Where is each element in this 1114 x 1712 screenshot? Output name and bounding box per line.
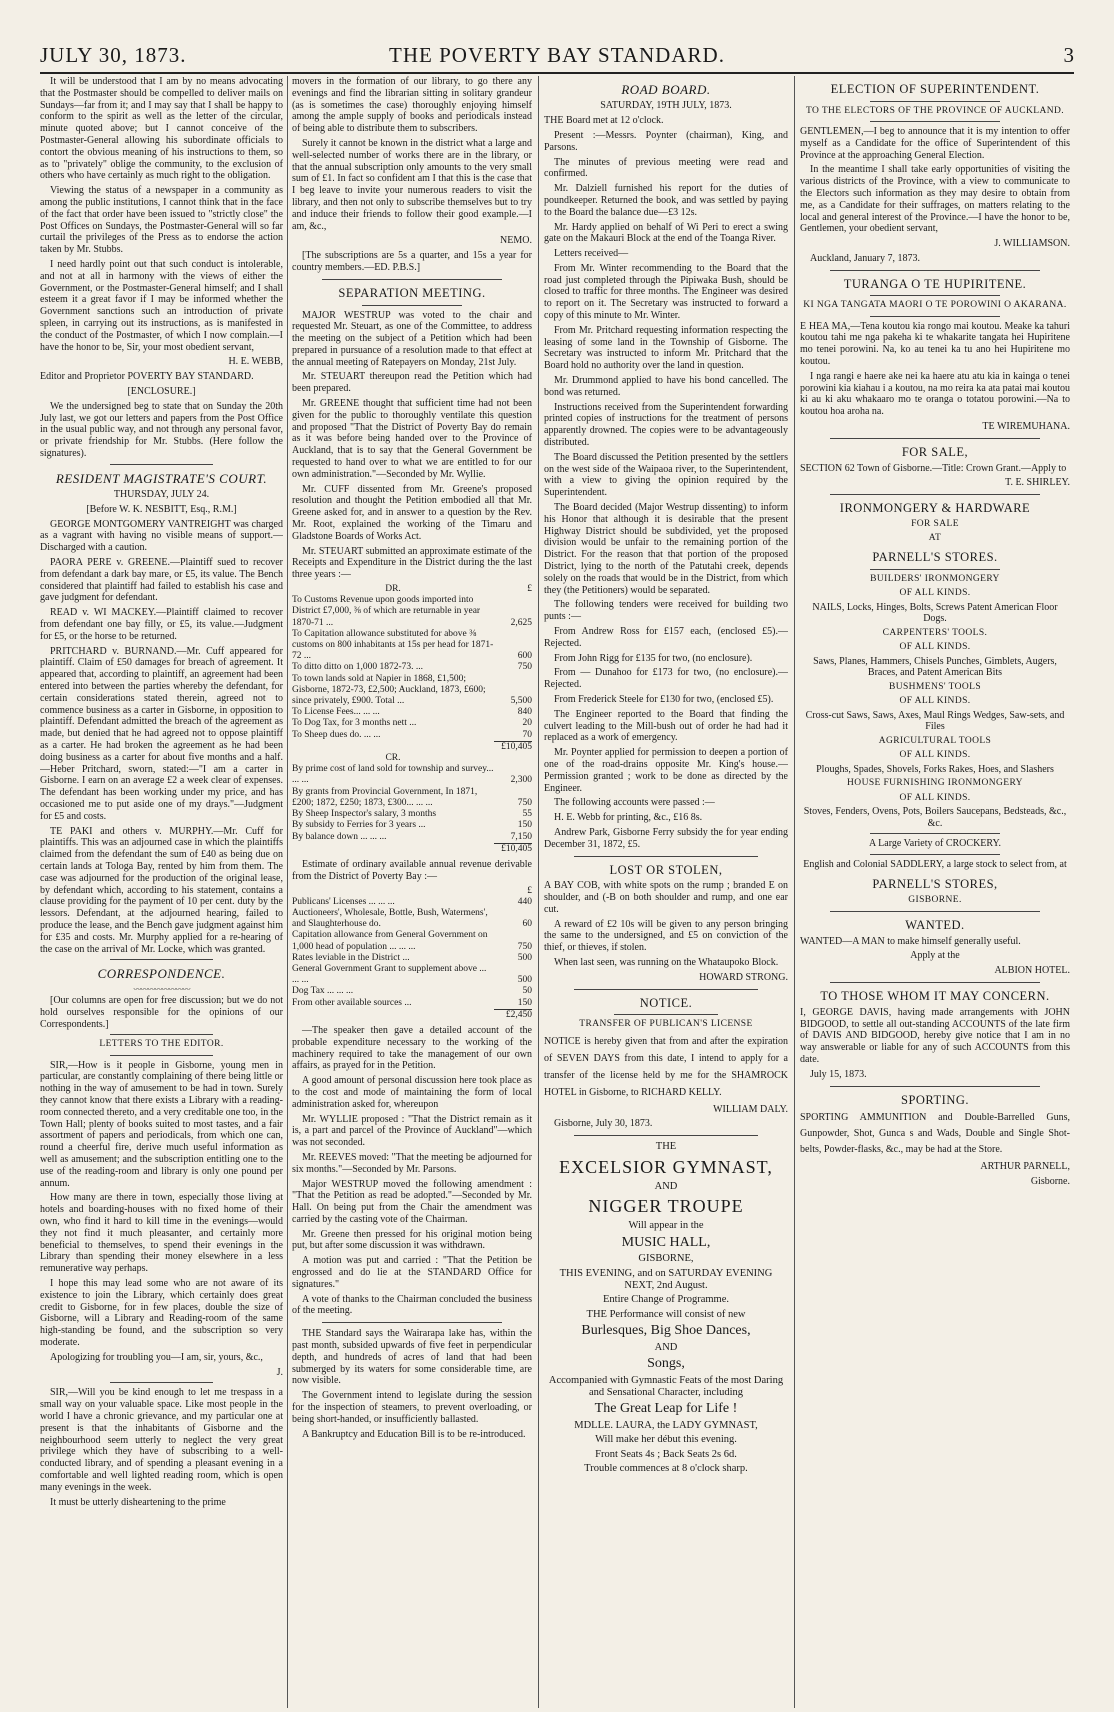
paragraph: Apply at the <box>910 950 960 962</box>
paragraph: The following tenders were received for building two punts :— <box>544 599 788 623</box>
ledger-amount: 750 <box>517 941 532 952</box>
ledger-row <box>292 674 532 708</box>
ledger-amount: 7,150 <box>510 831 532 842</box>
ad-text: Entire Change of Programme. <box>603 1294 729 1306</box>
paragraph: Letters received— <box>554 248 629 260</box>
ad-subheading: OF ALL KINDS. <box>899 696 971 707</box>
ad-subheading: OF ALL KINDS. <box>899 750 971 761</box>
paragraph: H. E. Webb for printing, &c., £16 8s. <box>554 812 703 824</box>
paragraph: GEORGE MONTGOMERY VANTREIGHT was charged as a vagrant with having no visible means of support.—Discharged with a caution. <box>40 518 283 554</box>
ledger-amount: 840 <box>517 707 532 718</box>
masthead <box>40 32 1074 74</box>
ad-title: MUSIC HALL, <box>621 1234 711 1250</box>
credit-table <box>292 753 532 855</box>
paragraph: Cross-cut Saws, Saws, Axes, Maul Rings Wedges, Saw-sets, and Files <box>805 709 1065 733</box>
ledger-item: To License Fees... ... ... <box>292 707 380 718</box>
paragraph: From Andrew Ross for £157 each, (enclosed £5).—Rejected. <box>544 626 788 649</box>
paragraph: The following accounts were passed :— <box>554 797 715 809</box>
ad-text: AND <box>654 1341 678 1353</box>
divider <box>830 438 1040 439</box>
section-heading: SEPARATION MEETING. <box>338 285 486 300</box>
divider <box>322 279 502 280</box>
paragraph: A reward of £2 10s will be given to any person bringing the same to the undersigned, and £5 on conviction of the thief, or thieves, if stolen. <box>544 918 788 954</box>
ledger-amount: 5,500 <box>510 696 532 707</box>
ledger-item: From other available sources ... <box>292 998 412 1009</box>
ledger-item: General Government Grant to supplement above ... ... ... <box>292 963 487 986</box>
editor-note: [The subscriptions are 5s a quarter, and 15s a year for country members.—ED. P.B.S.] <box>292 250 532 273</box>
revenue-table <box>292 886 532 1021</box>
paragraph: The Board decided (Major Westrup dissenting) to inform his Honor that although it is desirable that the present Highway District should be subdivided, yet the proposed division would be unfair to the remaining portion of the District. For the reason that that portion of the proposed District, lying to the north of the Patutahi creek, depends solely on the roads that would be in the District, from which they (the Petitioners) would be separated. <box>544 502 788 596</box>
ledger-row <box>292 595 532 629</box>
debit-label: DR. <box>385 584 401 595</box>
ad-text: MDLLE. LAURA, the LADY GYMNAST, <box>574 1419 758 1431</box>
ledger-item: Dog Tax ... ... ... <box>292 986 354 997</box>
ledger-row <box>292 787 532 809</box>
divider <box>110 464 213 465</box>
paragraph: A good amount of personal discussion here took place as to the cost and mode of maintaining the form of local administration asked for, whereupon <box>292 1075 532 1110</box>
divider <box>870 295 1000 296</box>
divider <box>322 1322 502 1323</box>
paragraph: A Bankruptcy and Education Bill is to be re-introduced. <box>302 1428 526 1440</box>
revenue-total: £2,450 <box>494 1009 532 1021</box>
paragraph: Mr. Hardy applied on behalf of Wi Peri to erect a swing gate on the Makauri Block at the end of the Toanga River. <box>544 221 788 245</box>
ledger-item: By Sheep Inspector's salary, 3 months <box>292 809 437 820</box>
ledger-amount: 20 <box>522 718 532 729</box>
signature: NEMO. <box>500 235 532 247</box>
currency-label: £ <box>527 584 532 595</box>
paragraph: Ploughs, Spades, Shovels, Forks Rakes, Hoes, and Slashers <box>816 763 1054 775</box>
ledger-amount: 150 <box>517 997 532 1008</box>
paragraph: PRITCHARD v. BURNAND.—Mr. Cuff appeared for plaintiff. Claim of £50 damages for breach of agreement. It appeared that, according to plaintiff, an agreement had been entered into between the parties whereby the defendant, for certain considerations stated therein, agreed not to commence business as a carter in Gisborne, in opposition to plaintiff. Defendant admitted the breach of the agreement as made, but denied that he had agreed not to oppose plaintiff as a carter. He had broken the agreement as he had been doing business as a carter for about five months and a half.—Heber Pritchard, sworn, stated:—"I am a carter in Gisborne. I earn on an average £2 a week clear of expenses. The defendant has been working under my price, and has occasioned me to put aside one of my drays."—Judgment for £5 and costs. <box>40 645 283 822</box>
paragraph: The minutes of previous meeting were read and confirmed. <box>544 156 788 180</box>
paragraph: Major WESTRUP moved the following amendment : "That the Petition as read be adopted."—Seconded by Mr. Hall. On being put from the Chair the amendment was carried by the casting vote of the Chairman. <box>292 1178 532 1225</box>
paragraph: In the meantime I shall take early opportunities of visiting the various districts of the Province, with a view to communicate to the Electors such information as they may desire to obtain from me, as a Candidate for their suffrages, on matters relating to the local and general interest of the Province.—I have the honor to be, Gentlemen, your obedient servant, <box>800 164 1070 235</box>
credit-label: CR. <box>385 753 401 764</box>
ledger-item: Publicans' Licenses ... ... ... <box>292 896 395 907</box>
ad-heading: SPORTING. <box>901 1092 969 1107</box>
paragraph: The Government intend to legislate during the session for the inspection of steamers, to prevent overloading, or being short-handed, or insufficiently ballasted. <box>292 1390 532 1425</box>
divider <box>574 856 758 857</box>
paragraph: From Mr. Winter recommending to the Board that the road just completed through the Pipiwaka Bush, should be closed to traffic for three months. The Engineer was desired to report on it. The Secretary was instructed to forward a copy of this minute to Mr. Winter. <box>544 262 788 322</box>
ledger-row <box>292 707 532 718</box>
divider <box>870 101 1000 102</box>
ad-text: Will make her début this evening. <box>595 1434 737 1446</box>
ad-subheading: BUSHMENS' TOOLS <box>888 682 982 693</box>
section-heading: CORRESPONDENCE. <box>97 966 226 982</box>
paragraph: Mr. STEUART submitted an approximate estimate of the Receipts and Expenditure in the District during the the last three years :— <box>292 545 532 581</box>
ad-subheading: TO THE ELECTORS OF THE PROVINCE OF AUCKLAND. <box>805 105 1065 116</box>
paragraph: I, GEORGE DAVIS, having made arrangements with JOHN BIDGOOD, to settle all out-standing ACCOUNTS of the late firm of DAVIS AND BIDGOOD, hereby give notice that I am in no way answerable or liable for any of such ACCOUNTS from this date. <box>800 1006 1070 1065</box>
column-2 <box>292 76 532 1708</box>
paragraph: PAORA PERE v. GREENE.—Plaintiff sued to recover from defendant a dark bay mare, or £5, its value. The Bench considered that plaintiff had failed to establish his case and gave judgment for defendant. <box>40 557 283 604</box>
paragraph: Mr. Poynter applied for permission to deepen a portion of one of the road-drains opposite Mr. King's house.—Permission granted ; work to be done as directed by the Engineer. <box>544 747 788 794</box>
paragraph: Mr. Drummond applied to have his bond cancelled. The bond was returned. <box>544 375 788 398</box>
divider <box>362 305 462 306</box>
ad-subheading: HOUSE FURNISHING IRONMONGERY <box>847 778 1023 789</box>
ledger-row <box>292 998 532 1010</box>
dateline: July 15, 1873. <box>810 1068 867 1080</box>
paragraph: Mr. CUFF dissented from Mr. Greene's proposed resolution and thought the Petition embodied all that Mr. Greene asked for, and in answer to a question by the Rev. Mr. Root, explained the working of the Timaru and Gladstone Boards of Works Act. <box>292 483 532 542</box>
ad-text: Accompanied with Gymnastic Feats of the most Daring and Sensational Character, including <box>548 1374 784 1398</box>
ledger-amount: 500 <box>517 975 532 986</box>
credit-total: £10,405 <box>494 843 532 855</box>
paragraph: A motion was put and carried : "That the Petition be engrossed and do lie at the STANDARD Office for signatures." <box>292 1255 532 1290</box>
paragraph: A BAY COB, with white spots on the rump ; branded E on shoulder, and (-B on both shoulder and rump, and one ear cut. <box>544 880 788 915</box>
paragraph: Instructions received from the Superintendent forwarding printed copies of instructions for the treatment of persons apparently drowned. The copies were to be advantageously distributed. <box>544 401 788 449</box>
ledger-row <box>292 832 532 844</box>
ad-heading: ELECTION OF SUPERINTENDENT. <box>830 82 1040 96</box>
signature: T. E. SHIRLEY. <box>1005 477 1070 489</box>
signature: HOWARD STRONG. <box>699 971 788 983</box>
ledger-amount: 750 <box>517 797 532 808</box>
ledger-item: By grants from Provincial Government, In 1871, £200; 1872, £250; 1873, £300... ... ... <box>292 786 478 808</box>
dateline: Auckland, January 7, 1873. <box>810 252 920 264</box>
divider <box>870 569 1000 570</box>
ledger-row <box>292 764 532 786</box>
ad-subheading: AT <box>928 533 942 544</box>
ad-heading: WANTED. <box>905 917 965 932</box>
paragraph: It must be utterly disheartening to the prime <box>50 1496 226 1508</box>
paragraph: Mr. STEUART thereupon read the Petition which had been prepared. <box>292 371 532 395</box>
ledger-amount: 70 <box>522 729 532 740</box>
ad-subheading: OF ALL KINDS. <box>899 588 971 599</box>
ad-text: Front Seats 4s ; Back Seats 2s 6d. <box>595 1448 737 1460</box>
paragraph: How many are there in town, especially those living at hotels and boarding-houses with no fixed home of their own, who find it hard to kill time in the evenings—would they not find it much pleasanter, and certainly more beneficial to themselves, to spend their evenings in the Library than spending their money elsewhere in a less remunerative way perhaps. <box>40 1192 283 1275</box>
ad-heading: LOST OR STOLEN, <box>609 862 723 877</box>
ledger-item: By subsidy to Ferries for 3 years ... <box>292 820 426 831</box>
signature: ARTHUR PARNELL, <box>980 1161 1070 1173</box>
ad-title: Songs, <box>647 1356 685 1372</box>
paragraph: A Large Variety of CROCKERY. <box>869 838 1001 850</box>
paragraph: SECTION 62 Town of Gisborne.—Title: Crown Grant.—Apply to <box>800 462 1067 474</box>
ad-subheading: OF ALL KINDS. <box>899 792 971 803</box>
paragraph: From John Rigg for £135 for two, (no enclosure). <box>554 652 753 664</box>
ledger-row <box>292 730 532 742</box>
ledger-amount: 60 <box>522 919 532 930</box>
ledger-row <box>292 629 532 663</box>
ornament-divider: 〰〰〰〰〰〰〰〰 <box>133 984 190 994</box>
signature-line: Editor and Proprietor POVERTY BAY STANDARD. <box>40 371 254 383</box>
divider <box>830 982 1040 983</box>
ledger-amount: 500 <box>517 952 532 963</box>
newspaper-title: THE POVERTY BAY STANDARD. <box>389 43 725 68</box>
signature: TE WIREMUHANA. <box>982 421 1070 433</box>
column-rule <box>287 76 288 1708</box>
ledger-row <box>292 908 532 930</box>
ledger-item: Auctioneers', Wholesale, Bottle, Bush, Watermens', and Slaughterhouse do. <box>292 907 488 930</box>
paragraph: The Board discussed the Petition presented by the settlers on the west side of the Waipaoa river, to the Superintendent, with a view to giving the opinion required by the Superintendent. <box>544 451 788 499</box>
section-heading: LETTERS TO THE EDITOR. <box>99 1039 224 1050</box>
ledger-item: To Dog Tax, for 3 months nett ... <box>292 718 417 729</box>
ad-subheading: FOR SALE <box>911 518 959 529</box>
ledger-row <box>292 897 532 908</box>
signature: ALBION HOTEL. <box>994 965 1070 977</box>
divider <box>830 270 1040 271</box>
ledger-row <box>292 964 532 986</box>
signature: J. WILLIAMSON. <box>994 238 1070 250</box>
paragraph: The Engineer reported to the Board that finding the culvert leading to the Mill-bush out of order he had had it replaced as a work of emergency. <box>544 708 788 744</box>
paragraph: Mr. WYLLIE proposed : "That the District remain as it is, a part and parcel of the Province of Auckland"—which was not seconded. <box>292 1113 532 1149</box>
debit-total: £10,405 <box>494 741 532 753</box>
paragraph: Stoves, Fenders, Ovens, Pots, Boilers Saucepans, Bedsteads, &c., &c. <box>803 805 1067 829</box>
ledger-row <box>292 809 532 820</box>
divider <box>870 833 1000 834</box>
divider <box>614 1014 718 1015</box>
ad-title: EXCELSIOR GYMNAST, <box>559 1156 773 1177</box>
paragraph: Saws, Planes, Hammers, Chisels Punches, Gimblets, Augers, Braces, and Patent American Bits <box>813 655 1057 679</box>
paragraph: Surely it cannot be known in the district what a large and well-selected number of works there are in the library, or that the annual subscription only amounts to the very small sum of £1. In fact so confident am I that this is the case that I beg leave to invite your numerous readers to visit the library, and then not only to subscribe themselves but to try and induce their friends to follow their good example.—I am, &c., <box>292 137 532 232</box>
editor-note: [Our columns are open for free discussion; but we do not hold ourselves responsible for the opinions of our Correspondents.] <box>40 995 283 1030</box>
ledger-amount: 150 <box>517 820 532 831</box>
ad-text: Will appear in the <box>628 1220 704 1232</box>
paragraph: When last seen, was running on the Whataupoko Block. <box>554 957 779 969</box>
paragraph: SPORTING AMMUNITION and Double-Barrelled Guns, Gunpowder, Shot, Gunca s and Wads, Double and Single Shot-belts, Powder-flasks, &c., may be had at the Store. <box>800 1112 1070 1156</box>
paragraph: I nga rangi e haere ake nei ka haere atu atu kia in kainga o tenei porowini kia kiahau i a koutou, na mo reira ka ata patai mai koutou ki au ki aku whakaaro mo te oranga o totatou porowini.—Na to koutou hoa aroha na. <box>800 370 1070 418</box>
paragraph: A vote of thanks to the Chairman concluded the business of the meeting. <box>292 1293 532 1317</box>
paragraph: NAILS, Locks, Hinges, Bolts, Screws Patent American Floor Dogs. <box>812 601 1058 625</box>
ad-subheading: KI NGA TANGATA MAORI O TE POROWINI O AKARANA. <box>803 300 1067 311</box>
ledger-amount: 50 <box>522 986 532 997</box>
paragraph: We the undersigned beg to state that on Sunday the 20th July last, we got our letters and papers from the Post Office in the usual public way, and not through any personal favor, or private friendship for Mr. Stubbs. (Here follow the signatures). <box>40 400 283 459</box>
ad-heading: IRONMONGERY & HARDWARE <box>839 501 1031 516</box>
ledger-amount: 440 <box>517 896 532 907</box>
ledger-item: To Sheep dues do. ... ... <box>292 730 381 741</box>
ledger-row <box>292 820 532 831</box>
divider <box>574 1135 758 1136</box>
ad-heading: FOR SALE, <box>901 444 969 459</box>
store-name: PARNELL'S STORES, <box>872 876 998 891</box>
paragraph: English and Colonial SADDLERY, a large stock to select from, at <box>803 859 1067 871</box>
column-1 <box>40 76 283 1708</box>
section-heading: ROAD BOARD. <box>621 82 711 97</box>
divider <box>110 1055 213 1056</box>
section-date: THURSDAY, JULY 24. <box>113 489 210 501</box>
paragraph: WANTED—A MAN to make himself generally useful. <box>800 935 1021 947</box>
divider <box>110 1034 213 1035</box>
ledger-item: To Customs Revenue upon goods imported into District £7,000, ⅜ of which are returnable in year 1870-71 ... <box>292 595 481 628</box>
divider <box>830 911 1040 912</box>
ledger-item: To town lands sold at Napier in 1868, £1,500; Gisborne, 1872-73, £2,500; Auckland, 1873, £600; since privately, £900. Total ... <box>292 673 486 707</box>
section-date: SATURDAY, 19TH JULY, 1873. <box>600 100 732 112</box>
signature: WILLIAM DALY. <box>713 1103 788 1115</box>
ad-text: THIS EVENING, and on SATURDAY EVENING NEXT, 2nd August. <box>559 1267 773 1292</box>
ledger-row <box>292 662 532 673</box>
paragraph: TE PAKI and others v. MURPHY.—Mr. Cuff for plaintiffs. This was an adjourned case in which the plaintiffs claimed from the defendant the sum of £40 as being due on certain lands at Tologa Bay, rented by him from them. The case was adjourned for the production of the original lease, by defendant which, according to his statement, contains a clause providing for the payment of 10 per cent. duty by the lessors. Defendant, at the adjourned hearing, failed to produce the lease, and the Bench gave judgment against him for £35 and costs. Mr. Murphy applied for a re-hearing of the case on the arrival of Mr. Locke, which was granted. <box>40 825 283 955</box>
ledger-amount: 600 <box>517 651 532 662</box>
ad-text: THE Performance will consist of new <box>586 1308 746 1320</box>
column-4 <box>800 76 1070 1708</box>
ledger-amount: 2,625 <box>510 617 532 628</box>
ledger-item: Rates leviable in the District ... <box>292 952 410 963</box>
paragraph: SIR,—Will you be kind enough to let me trespass in a small way on your valuable space. Like most people in the world I have a chronic grievance, and my particular one at present is that the inhabitants of Gisborne and the neighbourhood seem utterly to neglect the very great privilege which they have of subscribing to a well-conducted library, and of spending a pleasant evening in a comfortable and well lighted reading room, which is open many evenings in the week. <box>40 1387 283 1493</box>
paragraph: MAJOR WESTRUP was voted to the chair and requested Mr. Steuart, as one of the Committee, to address the meeting on the subject of a Petition which had been prepared in pursuance of a resolution made to that effect at the annual meeting of Ratepayers on Monday, 21st July. <box>292 309 532 368</box>
paragraph: GENTLEMEN,—I beg to announce that it is my intention to offer myself as a Candidate for the office of Superintendent of this Province at the approaching General Election. <box>800 125 1070 161</box>
currency-label: £ <box>527 885 532 896</box>
ad-text: Trouble commences at 8 o'clock sharp. <box>584 1463 748 1474</box>
enclosure-label: [ENCLOSURE.] <box>127 385 196 397</box>
ad-text: AND <box>654 1180 678 1192</box>
ad-text: GISBORNE, <box>638 1253 694 1265</box>
paragraph: Viewing the status of a newspaper in a community as among the public institutions, I cannot think that in the face of the fact that order have been issued to "strictly close" the Post Offices on Sundays, the Postmaster-General will so far curtail the privileges of the Press as to endorse the action taken by Mr. Stubbs. <box>40 185 283 256</box>
divider <box>830 494 1040 495</box>
paragraph: From — Dunahoo for £173 for two, (no enclosure).—Rejected. <box>544 667 788 691</box>
paragraph: It will be understood that I am by no means advocating that the Postmaster should be compelled to deliver mails on Sundays—far from it; and I may say that I shall be happy to conform to the spirit as well as the letter of the circular, minute quoted above; but I cannot conceive of the Postmaster-General allowing his subordinate officials to contort the obvious meaning of his instructions to them, so as to "privately" oblige the community, to the exclusion of others who have certainly as much right to the obligation. <box>40 76 283 182</box>
ledger-item: To Capitation allowance substituted for above ⅜ customs on 800 inhabitants at 15s per head for 1871-72 ... <box>292 628 494 662</box>
bench-note: [Before W. K. NESBITT, Esq., R.M.] <box>86 503 237 515</box>
paragraph: Mr. GREENE thought that sufficient time had not been given for the public to thoroughly ventilate this question and proposed "That the District of Poverty Bay do remain as it was before being handed over to the Province of Auckland, that is to say that the General Government be requested to hand over to what we are entitled to for our own administration."—Seconded by Mr. Wyllie. <box>292 398 532 480</box>
store-name: PARNELL'S STORES. <box>872 550 998 565</box>
ad-title: Burlesques, Big Shoe Dances, <box>581 1323 751 1339</box>
debit-table <box>292 584 532 753</box>
ledger-item: By prime cost of land sold for township and survey... ... ... <box>292 764 494 786</box>
ad-heading: TO THOSE WHOM IT MAY CONCERN. <box>820 988 1050 1003</box>
ledger-amount: 2,300 <box>510 775 532 786</box>
divider <box>870 316 1000 317</box>
paragraph: Present :—Messrs. Poynter (chairman), King, and Parsons. <box>544 129 788 153</box>
ledger-item: To ditto ditto on 1,000 1872-73. ... <box>292 662 424 673</box>
paragraph: Mr. Dalziell furnished his report for the duties of poundkeeper. Returned the book, and was settled by paying to the Board the balance due—£3 12s. <box>544 183 788 218</box>
ledger-row <box>292 953 532 964</box>
paragraph: Estimate of ordinary available annual revenue derivable from the District of Poverty Bay :— <box>292 858 532 882</box>
signature: H. E. WEBB, <box>228 356 283 368</box>
issue-date: JULY 30, 1873. <box>40 43 187 68</box>
divider <box>830 1086 1040 1087</box>
paragraph: Mr. REEVES moved: "That the meeting be adjourned for six months."—Seconded by Mr. Parsons. <box>292 1151 532 1175</box>
divider <box>574 989 758 990</box>
paragraph: E HEA MA,—Tena koutou kia rongo mai koutou. Meake ka tahuri koutou tahi me nga pakeha ki te whakarite tangata hei Hupiritene mo tenei porowini. Na, ko au tenei ka tu ano hei Hupiritene mo koutou. <box>800 320 1070 368</box>
ledger-row <box>292 930 532 952</box>
paragraph: —The speaker then gave a detailed account of the probable expenditure necessary to the working of the machinery required to take the management of our own affairs, as prayed for in the Petition. <box>292 1024 532 1072</box>
page-number: 3 <box>1063 43 1074 68</box>
paragraph: Mr. Greene then pressed for his original motion being put, but after some discussion it was withdrawn. <box>292 1228 532 1252</box>
paragraph: THE Standard says the Wairarapa lake has, within the past month, subsided upwards of five feet in perpendicular depth, and hundreds of acres of land that had been submerged by its waters for some considerable time, are now visible. <box>292 1328 532 1387</box>
ledger-row <box>292 718 532 729</box>
paragraph: movers in the formation of our library, to go there any evenings and find the librarian sitting in solitary grandeur (as is sometimes the case) thoroughly enjoying himself among the ample supply of books and periodicals instead of being able to distribute them to subscribers. <box>292 76 532 135</box>
ad-subheading: OF ALL KINDS. <box>899 642 971 653</box>
ledger-item: Capitation allowance from General Government on 1,000 head of population ... ... ... <box>292 930 488 952</box>
column-3 <box>544 76 788 1708</box>
paragraph: I hope this may lead some who are not aware of its existence to join the Library, which certainly does great credit to Gisborne, for in few places, double the size of Gisborne, will a Library and Reading-room of the same high-standing be found, and the subscription so very moderate. <box>40 1278 283 1348</box>
paragraph: SIR,—How is it people in Gisborne, young men in particular, are constantly complaining of there being little or nothing in the way of amusement to be had in town. Surely they cannot know that there exists a Library with a reading-room connected thereto, and a very creditable one too, in the Town Hall; plenty of books suited to most tastes, and a fair assortment of papers and periodicals, from which one can, round a cheerful fire, derive much useful information as well as amusement; and the subscription entitling one to the use of the reading-room and library is only one pound per annum. <box>40 1059 283 1189</box>
ad-title: NIGGER TROUPE <box>588 1196 744 1217</box>
column-rule <box>538 76 539 1708</box>
paragraph: THE Board met at 12 o'clock. <box>544 115 664 127</box>
paragraph: From Mr. Pritchard requesting information respecting the leasing of some land in the Township of Gisborne. The Secretary was instructed to inform Mr. Pritchard that the Board hold no authority over the land in question. <box>544 324 788 372</box>
ad-subheading: GISBORNE. <box>908 894 962 905</box>
ad-heading: NOTICE. <box>639 995 693 1010</box>
divider <box>870 121 1000 122</box>
divider <box>110 1382 213 1383</box>
ledger-row <box>292 986 532 997</box>
paragraph: Andrew Park, Gisborne Ferry subsidy the for year ending December 31, 1872, £5. <box>544 826 788 850</box>
ledger-item: By balance down ... ... ... <box>292 832 387 842</box>
ad-subheading: BUILDERS' IRONMONGERY <box>870 574 1000 585</box>
paragraph: NOTICE is hereby given that from and after the expiration of SEVEN DAYS from this date, I intend to apply for a transfer of the license held by me for the SHAMROCK HOTEL in Gisborne, to RICHARD KELLY. <box>544 1035 788 1098</box>
divider <box>110 959 213 960</box>
ad-text: THE <box>655 1141 677 1153</box>
column-rule <box>794 76 795 1708</box>
paragraph: Apologizing for troubling you—I am, sir, yours, &c., <box>50 1351 263 1363</box>
divider <box>870 854 1000 855</box>
ledger-amount: 750 <box>517 662 532 673</box>
dateline: Gisborne, July 30, 1873. <box>554 1118 653 1130</box>
ad-heading: TRANSFER OF PUBLICAN'S LICENSE <box>579 1019 753 1030</box>
paragraph: READ v. WI MACKEY.—Plaintiff claimed to recover from defendant one bay filly, or £5, its value.—Judgment for £5, or the horse to be returned. <box>40 607 283 642</box>
ad-title: The Great Leap for Life ! <box>594 1401 738 1417</box>
ledger-amount: 55 <box>522 809 532 820</box>
section-heading: RESIDENT MAGISTRATE'S COURT. <box>55 470 268 486</box>
signature-town: Gisborne. <box>1030 1176 1070 1188</box>
paragraph: From Frederick Steele for £130 for two, (enclosed £5). <box>554 693 774 705</box>
signature: J. <box>276 1366 283 1378</box>
paragraph: I need hardly point out that such conduct is intolerable, and not at all in harmony with the views of either the Government, or the Postmaster-General himself; and I shall esteem it a great favor if I may be informed whether the Government sanctions such an introduction of private spleen, in carrying out its instructions, as is manifested in the conduct of the Postmaster, of which I now complain.—I have the honor to be, Sir, your most obedient servant, <box>40 258 283 353</box>
ad-subheading: AGRICULTURAL TOOLS <box>878 736 992 747</box>
ad-subheading: CARPENTERS' TOOLS. <box>882 628 988 639</box>
ad-heading: TURANGA O TE HUPIRITENE. <box>843 276 1027 291</box>
